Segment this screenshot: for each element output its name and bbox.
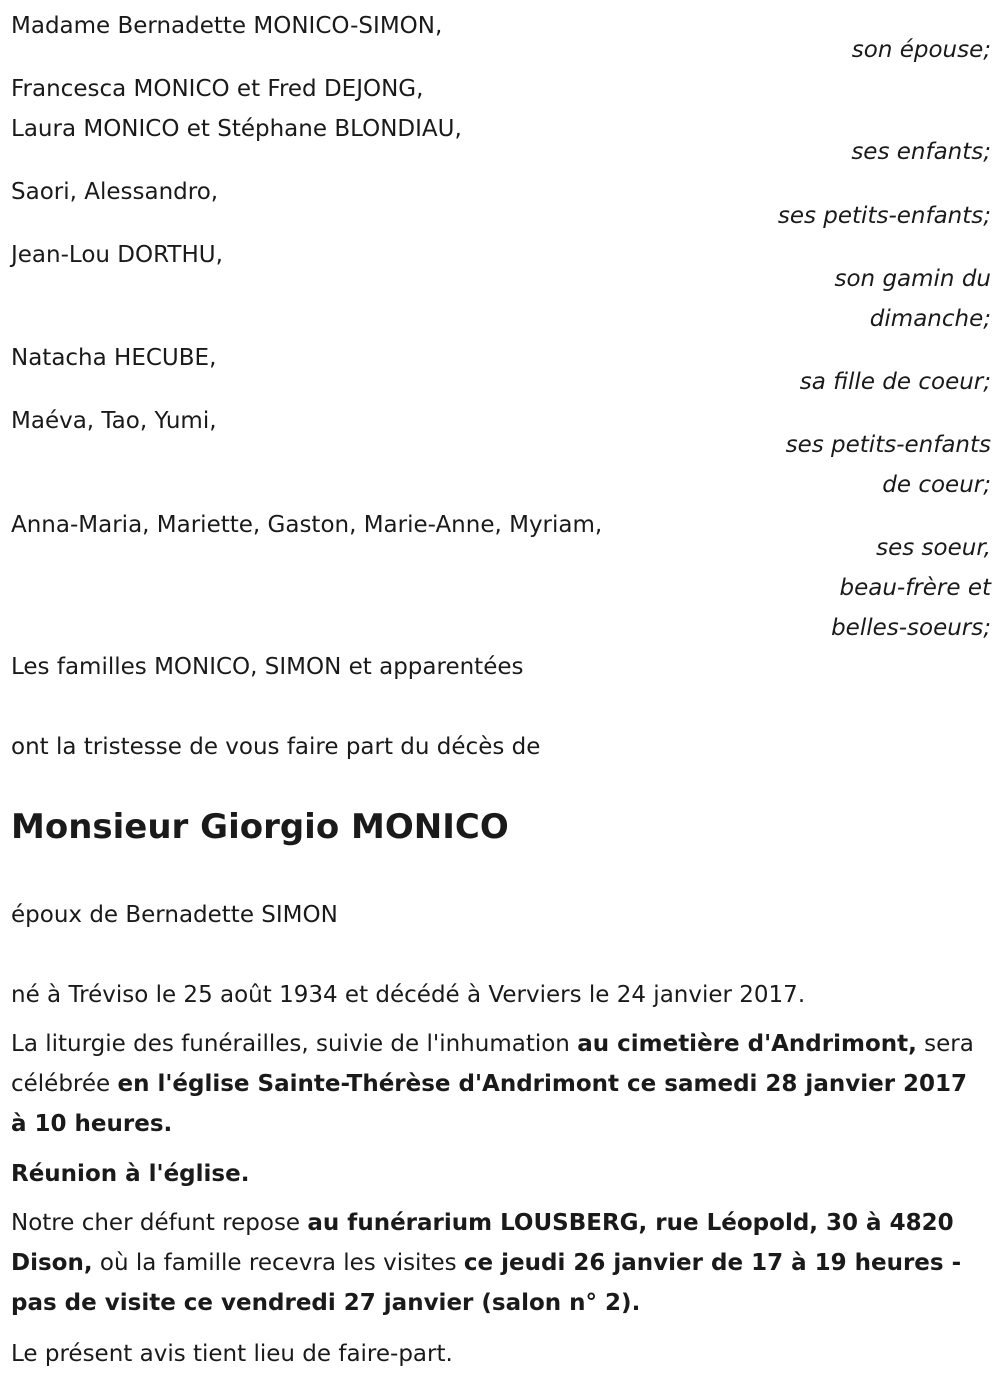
cemetery-bold: au cimetière d'Andrimont, [577, 1031, 917, 1057]
family-role-line: son gamin du [834, 266, 991, 292]
family-role [671, 528, 991, 648]
family-role-line: dimanche; [869, 306, 991, 332]
family-name-line: Natacha HECUBE, [11, 345, 217, 371]
spouse-line: époux de Bernadette SIMON [11, 902, 338, 928]
family-name-line: Saori, Alessandro, [11, 179, 219, 205]
family-role [671, 30, 991, 70]
family-role-line: de coeur; [882, 472, 991, 498]
liturgy-text: sera célébrée [11, 1031, 974, 1097]
families-line: Les familles MONICO, SIMON et apparentées [11, 654, 524, 680]
family-role-line: beau-frère et [839, 575, 991, 601]
repose-paragraph [11, 1203, 981, 1323]
family-role [671, 259, 991, 339]
family-role-line: belles-soeurs; [831, 615, 991, 641]
family-role-line: ses petits-enfants [785, 432, 991, 458]
birth-death-line: né à Tréviso le 25 août 1934 et décédé à Verviers le 24 janvier 2017. [11, 982, 806, 1008]
family-role-line: ses soeur, [876, 535, 991, 561]
family-role-line: sa fille de coeur; [799, 369, 991, 395]
family-role-line: ses enfants; [851, 139, 991, 165]
deceased-name: Monsieur Giorgio MONICO [11, 807, 509, 847]
reunion-line: Réunion à l'église. [11, 1161, 250, 1187]
family-name-line: Francesca MONICO et Fred DEJONG, [11, 76, 424, 102]
family-role [671, 132, 991, 172]
family-name-line: Jean-Lou DORTHU, [11, 242, 223, 268]
family-role [671, 362, 991, 402]
family-name-line: Maéva, Tao, Yumi, [11, 408, 217, 434]
repose-text: Notre cher défunt repose [11, 1210, 308, 1236]
announcement-text: ont la tristesse de vous faire part du décès de [11, 734, 541, 760]
family-name-line: Anna-Maria, Mariette, Gaston, Marie-Anne, Myriam, [11, 512, 603, 538]
family-name-line: Laura MONICO et Stéphane BLONDIAU, [11, 116, 462, 142]
family-role [671, 425, 991, 505]
repose-text: où la famille recevra les visites [92, 1250, 464, 1276]
liturgy-text: La liturgie des funérailles, suivie de l'inhumation [11, 1031, 578, 1057]
closing-line: Le présent avis tient lieu de faire-part. [11, 1341, 453, 1367]
church-bold: en l'église Sainte-Thérèse d'Andrimont ce samedi 28 janvier 2017 à 10 heures. [11, 1071, 968, 1137]
family-role [671, 196, 991, 236]
visits-bold: ce jeudi 26 janvier de 17 à 19 heures - pas de visite ce vendredi 27 janvier (salon n° 2). [11, 1250, 962, 1316]
liturgy-paragraph [11, 1024, 981, 1144]
funerarium-bold: au funérarium LOUSBERG, rue Léopold, 30 à 4820 Dison, [11, 1210, 954, 1276]
family-role-line: son épouse; [851, 37, 991, 63]
family-name-line: Madame Bernadette MONICO-SIMON, [11, 13, 443, 39]
family-role-line: ses petits-enfants; [777, 203, 991, 229]
